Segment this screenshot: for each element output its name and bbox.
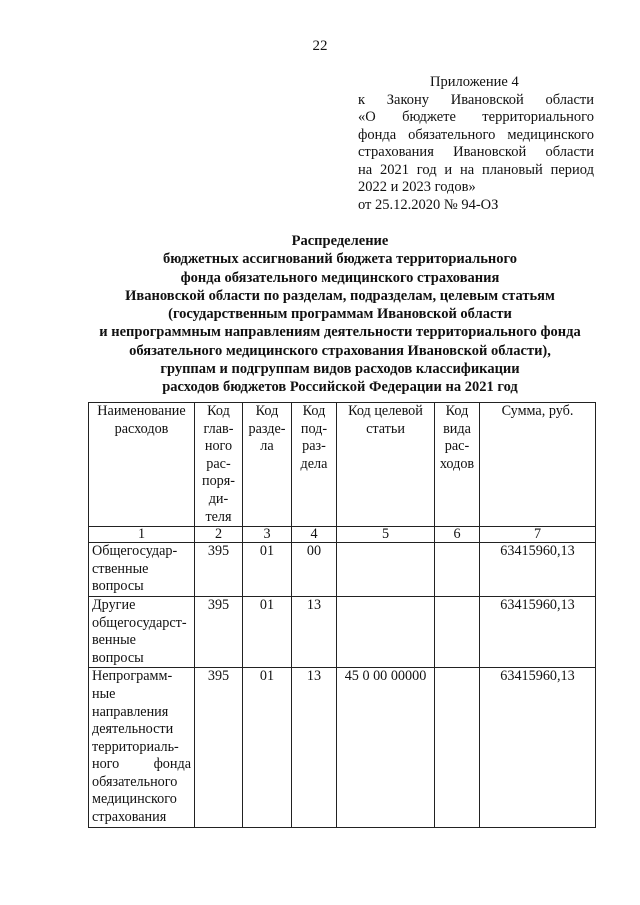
appendix-line: Приложение 4: [430, 74, 519, 90]
row-name: Общегосудар- ственные вопросы: [89, 543, 195, 597]
appendix-line: «О бюджете территориального: [358, 109, 594, 125]
title-line: Ивановской области по разделам, подразделам, целевым статьям: [125, 287, 555, 304]
row-grbs: 395: [195, 596, 243, 667]
header-podrazdel: Код под- раз- дела: [292, 403, 337, 527]
title-line: бюджетных ассигнований бюджета территориального: [162, 251, 517, 268]
header-grbs: Код глав- ного рас- поря- ди- теля: [195, 403, 243, 527]
appendix-block: [358, 74, 594, 214]
table-header-row: [89, 403, 596, 527]
row-razdel: 01: [243, 668, 292, 827]
appendix-line: от 25.12.2020 № 94-ОЗ: [358, 196, 499, 213]
title-line: (государственным программам Ивановской области: [168, 306, 512, 323]
row-podrazdel: 13: [292, 668, 337, 827]
row-sum: 63415960,13: [480, 668, 596, 827]
row-target: [337, 543, 435, 597]
appendix-line: страхования Ивановской области: [358, 144, 594, 160]
row-podrazdel: 13: [292, 596, 337, 667]
row-target: 45 0 00 00000: [337, 668, 435, 827]
column-number: 6: [435, 527, 480, 543]
appendix-line: 2022 и 2023 годов»: [358, 179, 476, 195]
appendix-line: на 2021 год и на плановый период: [358, 161, 594, 178]
row-podrazdel: 00: [292, 543, 337, 597]
column-number: 3: [243, 527, 292, 543]
row-razdel: 01: [243, 543, 292, 597]
title-line: расходов бюджетов Российской Федерации на 2021 год: [162, 379, 518, 396]
row-vid: [435, 668, 480, 827]
title-line: фонда обязательного медицинского страхования: [180, 269, 500, 286]
row-target: [337, 596, 435, 667]
row-grbs: 395: [195, 543, 243, 597]
row-grbs: 395: [195, 668, 243, 827]
header-name: Наименование расходов: [89, 403, 195, 527]
column-number: 7: [480, 527, 596, 543]
row-razdel: 01: [243, 596, 292, 667]
header-vid: Код вида рас- ходов: [435, 403, 480, 527]
row-sum: 63415960,13: [480, 543, 596, 597]
column-number-row: [89, 527, 596, 543]
row-name: Другие общегосударст- венные вопросы: [89, 596, 195, 667]
row-vid: [435, 543, 480, 597]
column-number: 1: [89, 527, 195, 543]
title-line: и непрограммным направлениям деятельности территориального фонда: [99, 324, 581, 341]
page-number: 22: [312, 38, 328, 54]
row-sum: 63415960,13: [480, 596, 596, 667]
column-number: 5: [337, 527, 435, 543]
table-row: [89, 596, 596, 667]
column-number: 4: [292, 527, 337, 543]
row-name: Непрограмм- ные направления деятельности территориаль- ного фонда обязательного медицинского страхования: [89, 668, 195, 827]
appendix-line: к Закону Ивановской области: [358, 91, 594, 108]
budget-table: [88, 402, 596, 828]
document-title: [80, 232, 600, 397]
appendix-line: фонда обязательного медицинского: [358, 126, 594, 143]
table-row: [89, 543, 596, 597]
table-row: [89, 668, 596, 827]
column-number: 2: [195, 527, 243, 543]
header-target: Код целевой статьи: [337, 403, 435, 527]
title-line: обязательного медицинского страхования Ивановской области),: [129, 342, 551, 359]
title-line: Распределение: [291, 233, 389, 249]
title-line: группам и подгруппам видов расходов классификации: [160, 361, 520, 378]
header-razdel: Код разде- ла: [243, 403, 292, 527]
row-vid: [435, 596, 480, 667]
header-sum: Сумма, руб.: [480, 403, 596, 527]
